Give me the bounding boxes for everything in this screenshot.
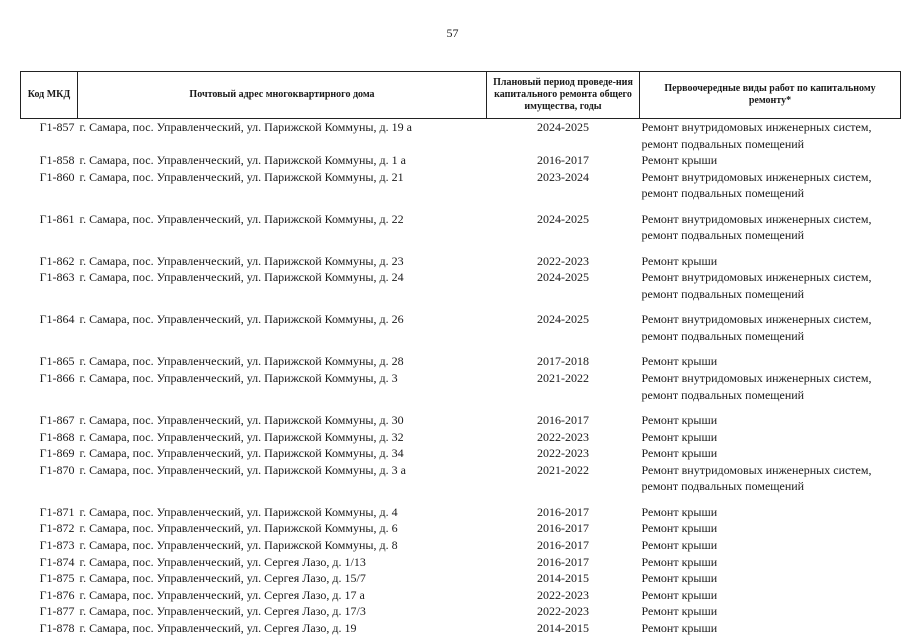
table-row [21,462,901,504]
row-period: 2016-2017 [537,554,589,569]
row-period: 2016-2017 [537,521,589,536]
row-code: Г1-867 [39,412,75,427]
row-works: Ремонт внутридомовых инженерных систем, ремонт подвальных помещений [641,120,872,151]
row-code: Г1-866 [39,370,75,385]
row-address: г. Самара, пос. Управленческий, ул. Сергея Лазо, д. 15/7 [79,571,366,586]
row-works: Ремонт внутридомовых инженерных систем, ремонт подвальных помещений [641,169,872,201]
row-works: Ремонт внутридомовых инженерных систем, ремонт подвальных помещений [641,270,872,301]
table-row [21,554,901,571]
row-period: 2022-2023 [537,253,589,268]
row-code: Г1-858 [39,153,75,168]
row-works: Ремонт крыши [641,153,718,168]
row-period: 2022-2023 [537,604,589,619]
row-address: г. Самара, пос. Управленческий, ул. Сергея Лазо, д. 1/13 [79,554,366,569]
row-works: Ремонт внутридомовых инженерных систем, ремонт подвальных помещений [641,462,872,494]
row-address: г. Самара, пос. Управленческий, ул. Парижской Коммуны, д. 34 [79,446,404,461]
row-period: 2016-2017 [537,412,589,427]
row-address: г. Самара, пос. Управленческий, ул. Парижской Коммуны, д. 19 а [79,120,412,134]
row-period: 2014-2015 [537,571,589,586]
row-code: Г1-869 [39,446,75,461]
row-code: Г1-873 [39,537,75,552]
table-row [21,537,901,554]
table-row [21,603,901,620]
row-period: 2024-2025 [537,270,589,285]
row-code: Г1-875 [39,571,75,586]
row-code: Г1-877 [39,604,75,619]
row-code: Г1-862 [39,253,75,268]
row-code: Г1-876 [39,587,75,602]
row-works: Ремонт крыши [641,620,718,635]
row-period: 2016-2017 [537,537,589,552]
row-works: Ремонт внутридомовых инженерных систем, ремонт подвальных помещений [641,312,872,343]
table-row [21,620,901,637]
table-row [21,269,901,311]
row-code: Г1-872 [39,521,75,536]
row-works: Ремонт крыши [641,446,718,461]
row-code: Г1-878 [39,620,75,635]
row-works: Ремонт крыши [641,253,718,268]
row-works: Ремонт крыши [641,412,718,427]
row-period: 2024-2025 [537,211,589,226]
row-period: 2023-2024 [537,169,589,184]
row-address: г. Самара, пос. Управленческий, ул. Парижской Коммуны, д. 26 [79,312,404,327]
row-works: Ремонт крыши [641,429,718,444]
row-code: Г1-864 [39,312,75,327]
row-works: Ремонт крыши [641,604,718,619]
row-works: Ремонт крыши [641,537,718,552]
table-row [21,169,901,211]
row-address: г. Самара, пос. Управленческий, ул. Парижской Коммуны, д. 30 [79,412,404,427]
table-row [21,152,901,169]
table-row [21,429,901,446]
row-period: 2021-2022 [537,462,589,477]
row-address: г. Самара, пос. Управленческий, ул. Сергея Лазо, д. 17/3 [79,604,366,619]
row-period: 2024-2025 [537,312,589,327]
page-number: 57 [446,26,459,40]
row-code: Г1-857 [39,120,75,134]
row-code: Г1-874 [39,554,75,569]
table-row [21,520,901,537]
row-address: г. Самара, пос. Управленческий, ул. Парижской Коммуны, д. 3 а [79,462,406,477]
row-works: Ремонт внутридомовых инженерных систем, ремонт подвальных помещений [641,211,872,243]
row-address: г. Самара, пос. Управленческий, ул. Парижской Коммуны, д. 6 [79,521,398,536]
header-period: Плановый период проведе-ния капитального ремонта общего имущества, годы [487,72,640,119]
table-row [21,311,901,353]
row-code: Г1-870 [39,462,75,477]
row-period: 2021-2022 [537,370,589,385]
row-works: Ремонт крыши [641,571,718,586]
row-period: 2022-2023 [537,429,589,444]
table-row [21,445,901,462]
table-row [21,353,901,370]
row-code: Г1-871 [39,504,75,519]
row-code: Г1-861 [39,211,75,226]
row-address: г. Самара, пос. Управленческий, ул. Парижской Коммуны, д. 32 [79,429,404,444]
row-address: г. Самара, пос. Управленческий, ул. Парижской Коммуны, д. 24 [79,270,404,285]
row-works: Ремонт крыши [641,587,718,602]
table-header-row [21,72,901,119]
row-address: г. Самара, пос. Управленческий, ул. Парижской Коммуны, д. 3 [79,370,398,385]
row-code: Г1-863 [39,270,75,285]
row-works: Ремонт крыши [641,554,718,569]
table-row [21,370,901,412]
row-period: 2014-2015 [537,620,589,635]
row-address: г. Самара, пос. Управленческий, ул. Сергея Лазо, д. 19 [79,620,357,635]
row-code: Г1-868 [39,429,75,444]
row-works: Ремонт крыши [641,504,718,519]
row-period: 2017-2018 [537,354,589,369]
row-address: г. Самара, пос. Управленческий, ул. Парижской Коммуны, д. 22 [79,211,404,226]
row-address: г. Самара, пос. Управленческий, ул. Парижской Коммуны, д. 1 а [79,153,406,168]
row-period: 2016-2017 [537,153,589,168]
row-address: г. Самара, пос. Управленческий, ул. Парижской Коммуны, д. 4 [79,504,398,519]
table-row [21,211,901,253]
header-code: Код МКД [21,72,78,119]
table-row [21,412,901,429]
row-period: 2016-2017 [537,504,589,519]
table-row [21,253,901,270]
row-works: Ремонт крыши [641,521,718,536]
row-period: 2022-2023 [537,587,589,602]
table-row [21,504,901,521]
table-row [21,119,901,153]
header-works: Первоочередные виды работ по капитальному ремонту* [640,72,901,119]
repair-schedule-table [20,71,901,637]
row-address: г. Самара, пос. Управленческий, ул. Парижской Коммуны, д. 23 [79,253,404,268]
row-address: г. Самара, пос. Управленческий, ул. Парижской Коммуны, д. 21 [79,169,404,184]
row-code: Г1-865 [39,354,75,369]
table-row [21,570,901,587]
row-code: Г1-860 [39,169,75,184]
header-address: Почтовый адрес многоквартирного дома [78,72,487,119]
row-period: 2022-2023 [537,446,589,461]
table-row [21,587,901,604]
row-address: г. Самара, пос. Управленческий, ул. Сергея Лазо, д. 17 а [79,587,365,602]
row-address: г. Самара, пос. Управленческий, ул. Парижской Коммуны, д. 8 [79,537,398,552]
row-address: г. Самара, пос. Управленческий, ул. Парижской Коммуны, д. 28 [79,354,404,369]
row-works: Ремонт внутридомовых инженерных систем, ремонт подвальных помещений [641,370,872,402]
row-works: Ремонт крыши [641,354,718,369]
row-period: 2024-2025 [537,120,589,134]
